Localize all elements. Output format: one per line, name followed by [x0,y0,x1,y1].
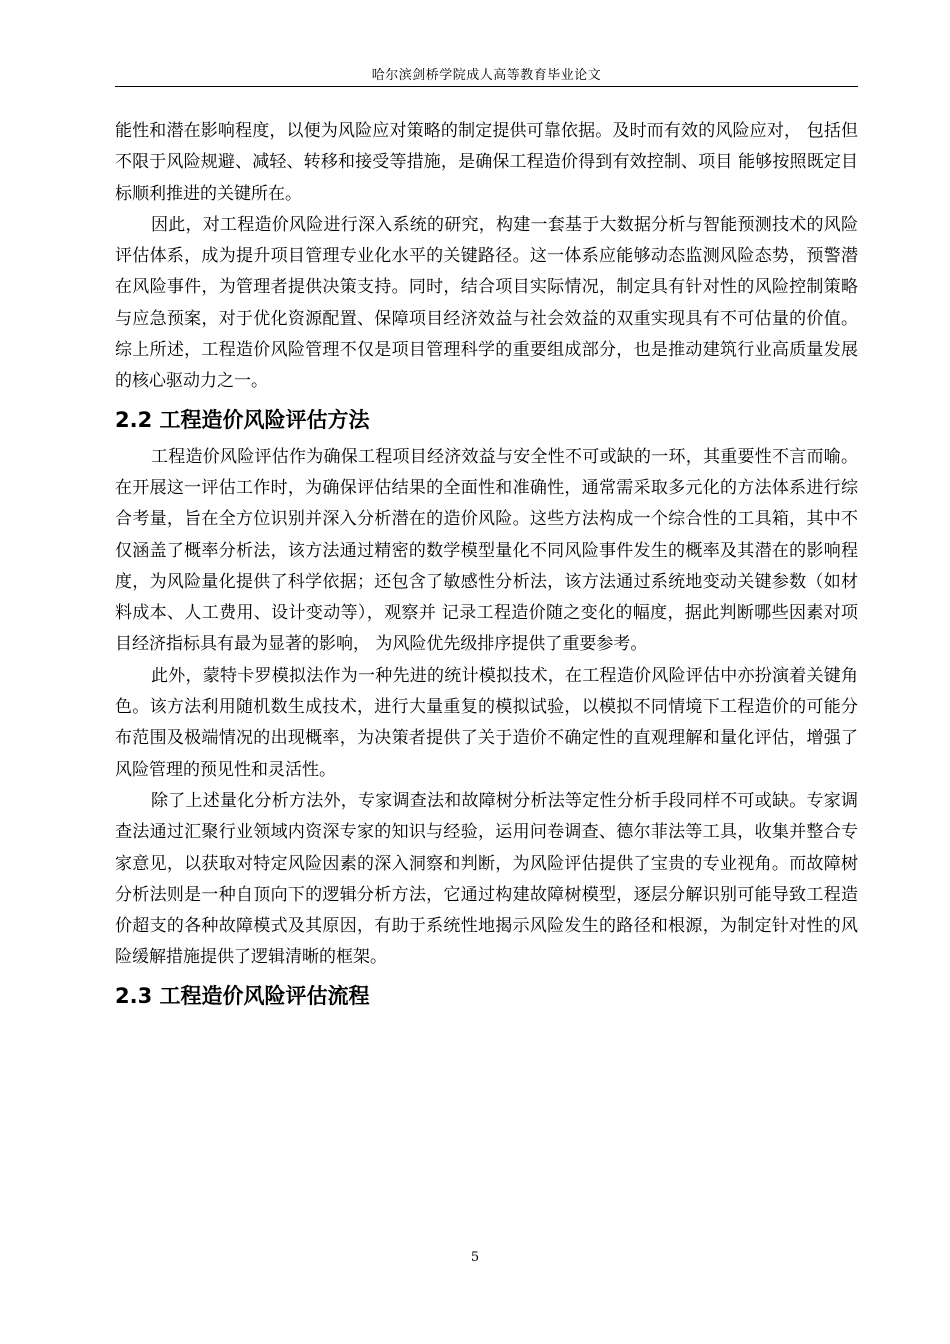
paragraph-monte-carlo: 此外，蒙特卡罗模拟法作为一种先进的统计模拟技术，在工程造价风险评估中亦扮演着关键角色。该方法利用随机数生成技术，进行大量重复的模拟试验，以模拟不同情境下工程造价的可能分布范围及极端情况的出现概率，为决策者提供了关于造价不确定性的直观理解和量化评估，增强了风险管理的预见性和灵活性。 [115,665,858,780]
section-heading-2-2: 2.2 工程造价风险评估方法 [115,407,370,432]
paragraph-continued: 能性和潜在影响程度，以便为风险应对策略的制定提供可靠依据。及时而有效的风险应对， 包括但不限于风险规避、减轻、转移和接受等措施，是确保工程造价得到有效控制、项目 能够按照既定目标顺利推进的关键所在。 [115,121,858,204]
header-rule [115,86,858,87]
page-content [115,116,858,1018]
paragraph-assessment-methods: 工程造价风险评估作为确保工程项目经济效益与安全性不可或缺的一环，其重要性不言而喻。在开展这一评估工作时，为确保评估结果的全面性和准确性，通常需采取多元化的方法体系进行综合考量，旨在全方位识别并深入分析潜在的造价风险。这些方法构成一个综合性的工具箱，其中不仅涵盖了概率分析法，该方法通过精密的数学模型量化不同风险事件发生的概率及其潜在的影响程度，为风险量化提供了科学依据；还包含了敏感性分析法，该方法通过系统地变动关键参数（如材料成本、人工费用、设计变动等），观察并 记录工程造价随之变化的幅度，据此判断哪些因素对项目经济指标具有最为显著的影响， 为风险优先级排序提供了重要参考。 [115,446,858,655]
paragraph-risk-research: 因此，对工程造价风险进行深入系统的研究，构建一套基于大数据分析与智能预测技术的风险评估体系，成为提升项目管理专业化水平的关键路径。这一体系应能够动态监测风险态势，预警潜在风险事件，为管理者提供决策支持。同时，结合项目实际情况，制定具有针对性的风险控制策略与应急预案，对于优化资源配置、保障项目经济效益与社会效益的双重实现具有不可估量的价值。综上所述，工程造价风险管理不仅是项目管理科学的重要组成部分，也是推动建筑行业高质量发展的核心驱动力之一。 [115,214,858,392]
page-number: 5 [470,1250,480,1265]
running-header: 哈尔滨剑桥学院成人高等教育毕业论文 [371,68,602,83]
paragraph-qualitative-methods: 除了上述量化分析方法外，专家调查法和故障树分析法等定性分析手段同样不可或缺。专家调查法通过汇聚行业领域内资深专家的知识与经验，运用问卷调查、德尔菲法等工具，收集并整合专家意见，以获取对特定风险因素的深入洞察和判断，为风险评估提供了宝贵的专业视角。而故障树分析法则是一种自顶向下的逻辑分析方法，它通过构建故障树模型，逐层分解识别可能导致工程造价超支的各种故障模式及其原因，有助于系统性地揭示风险发生的路径和根源，为制定针对性的风险缓解措施提供了逻辑清晰的框架。 [115,790,858,968]
section-heading-2-3: 2.3 工程造价风险评估流程 [115,983,370,1008]
